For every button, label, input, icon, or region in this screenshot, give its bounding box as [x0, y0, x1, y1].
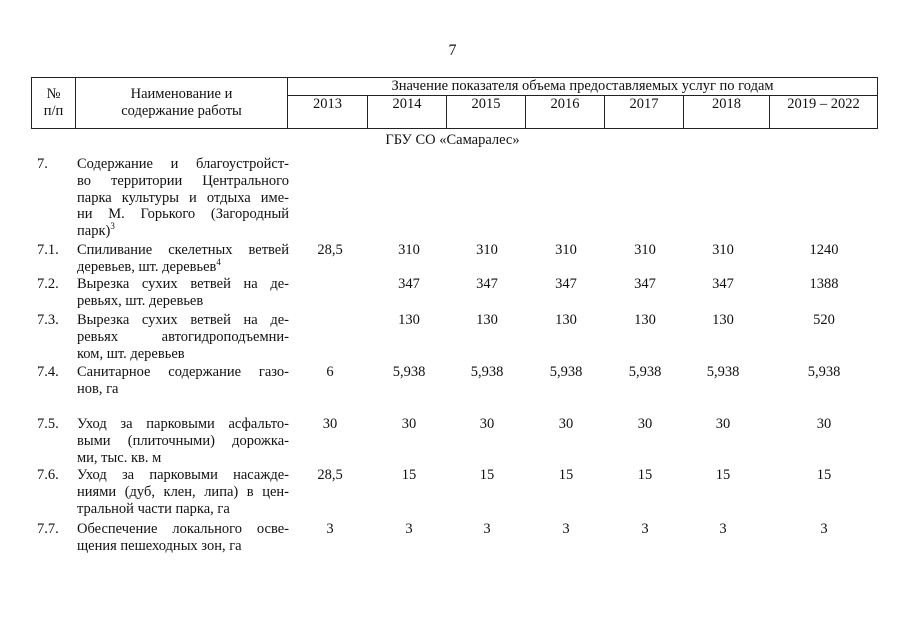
row-name-line: парк)$^3$: [77, 221, 115, 240]
value-cell: 5,938: [628, 364, 662, 380]
header-num-label-1: №: [46, 86, 61, 102]
header-year: 2017: [605, 96, 684, 129]
row-name-line: ми, тыс. кв. м: [77, 449, 162, 466]
header-group-label: Значение показателя объема предоставляемых услуг по годам: [288, 78, 878, 96]
row-name: [77, 242, 289, 276]
value-cell: 5,938: [549, 364, 583, 380]
value-cell: 15: [558, 467, 574, 483]
row-name: [77, 416, 289, 466]
header-year: 2013: [288, 96, 368, 129]
value-cell: 15: [715, 467, 731, 483]
value-cell: 130: [476, 312, 498, 328]
value-cell: 130: [712, 312, 734, 328]
row-name-line: ком, шт. деревьев: [77, 345, 185, 362]
row-name-line: деревьев, шт. деревьев$^4$: [77, 256, 221, 275]
value-cell: 3: [326, 521, 334, 537]
value-cell: 347: [555, 276, 577, 292]
row-name-line: Вырезка сухих ветвей на де-: [77, 312, 289, 328]
value-cell: 15: [401, 467, 417, 483]
value-cell: 310: [555, 242, 577, 258]
value-cell: 310: [476, 242, 498, 258]
value-cell: 130: [555, 312, 577, 328]
header-year: 2014: [368, 96, 447, 129]
value-cell: 15: [479, 467, 495, 483]
row-number: 7.7.: [37, 521, 59, 537]
row-number: 7.3.: [37, 312, 59, 328]
row-name: [77, 467, 289, 517]
row-number: 7.1.: [37, 242, 59, 258]
row-name: [77, 364, 289, 398]
value-cell: 3: [483, 521, 491, 537]
header-num-label-2: п/п: [43, 103, 64, 119]
header-year: 2019 – 2022: [770, 96, 878, 129]
value-cell: 130: [634, 312, 656, 328]
row-name-line: Спиливание скелетных ветвей: [77, 242, 289, 258]
value-cell: 28,5: [317, 242, 343, 258]
row-name-line: ни М. Горького (Загородный: [77, 206, 289, 223]
value-cell: 3: [562, 521, 570, 537]
row-number: 7.: [37, 156, 48, 172]
value-cell: 5,938: [392, 364, 426, 380]
header-name-label-1: Наименование и: [130, 86, 233, 102]
value-cell: 15: [637, 467, 653, 483]
organization-title: ГБУ СО «Самаралес»: [385, 132, 520, 148]
value-cell: 1388: [809, 276, 839, 292]
value-cell: 15: [816, 467, 832, 483]
page-number: 7: [448, 42, 457, 59]
value-cell: 310: [398, 242, 420, 258]
row-name: [77, 312, 289, 362]
footnote-marker: 3: [110, 221, 115, 232]
header-year: 2016: [526, 96, 605, 129]
value-cell: 347: [712, 276, 734, 292]
row-name: [77, 521, 289, 555]
row-number: 7.6.: [37, 467, 59, 483]
row-name-line: нов, га: [77, 380, 119, 397]
value-cell: 3: [719, 521, 727, 537]
header-name-cell: [76, 78, 288, 129]
row-name-line: ревьях автогидроподъемни-: [77, 328, 289, 345]
value-cell: 5,938: [470, 364, 504, 380]
value-cell: 130: [398, 312, 420, 328]
row-name-line: во территории Центрального: [77, 172, 289, 189]
row-number: 7.5.: [37, 416, 59, 432]
value-cell: 30: [637, 416, 653, 432]
value-cell: 347: [476, 276, 498, 292]
value-cell: 30: [816, 416, 832, 432]
row-name-line: Вырезка сухих ветвей на де-: [77, 276, 289, 292]
value-cell: 1240: [809, 242, 839, 258]
value-cell: 3: [405, 521, 413, 537]
header-year: 2015: [447, 96, 526, 129]
value-cell: 347: [398, 276, 420, 292]
value-cell: 3: [641, 521, 649, 537]
value-cell: 30: [558, 416, 574, 432]
row-name-line: ревьях, шт. деревьев: [77, 292, 204, 309]
row-name: [77, 276, 289, 310]
row-name-line: выми (плиточными) дорожка-: [77, 432, 289, 449]
value-cell: 3: [820, 521, 828, 537]
value-cell: 310: [634, 242, 656, 258]
row-name-line: Уход за парковыми асфальто-: [77, 416, 289, 432]
value-cell: 30: [479, 416, 495, 432]
header-table: [31, 77, 878, 129]
row-name-line: Уход за парковыми насажде-: [77, 467, 289, 483]
value-cell: 5,938: [807, 364, 841, 380]
value-cell: 30: [715, 416, 731, 432]
row-name-line: щения пешеходных зон, га: [77, 537, 242, 554]
header-name-label-2: содержание работы: [121, 103, 242, 119]
value-cell: 520: [813, 312, 835, 328]
value-cell: 28,5: [317, 467, 343, 483]
value-cell: 347: [634, 276, 656, 292]
value-cell: 30: [401, 416, 417, 432]
row-name: [77, 156, 289, 240]
value-cell: 5,938: [706, 364, 740, 380]
row-name-line: тральной части парка, га: [77, 500, 230, 517]
value-cell: 30: [322, 416, 338, 432]
header-num-cell: [32, 78, 76, 129]
row-name-line: парка культуры и отдыха име-: [77, 189, 289, 206]
row-name-line: Обеспечение локального осве-: [77, 521, 289, 537]
footnote-marker: 4: [216, 256, 221, 267]
header-year: 2018: [684, 96, 770, 129]
row-name-line: ниями (дуб, клен, липа) в цен-: [77, 483, 289, 500]
row-number: 7.2.: [37, 276, 59, 292]
row-name-line: Содержание и благоустройст-: [77, 156, 289, 172]
value-cell: 6: [326, 364, 334, 380]
row-number: 7.4.: [37, 364, 59, 380]
value-cell: 310: [712, 242, 734, 258]
row-name-line: Санитарное содержание газо-: [77, 364, 289, 380]
